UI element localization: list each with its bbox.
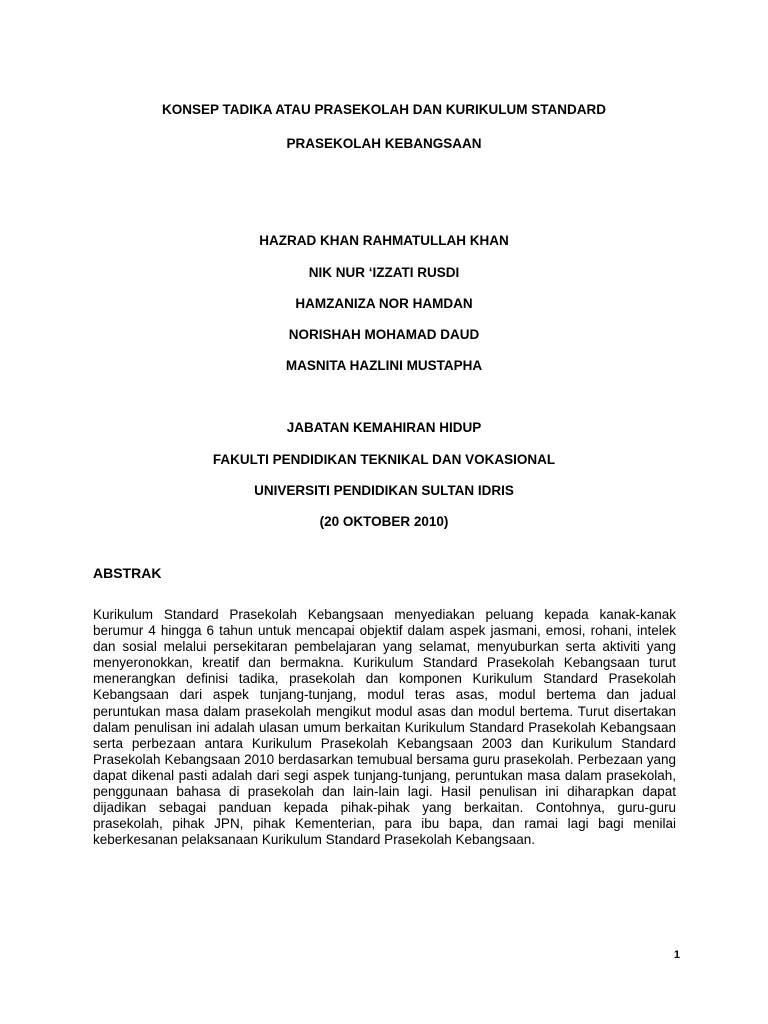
date: (20 OKTOBER 2010) bbox=[319, 514, 449, 529]
author-1: HAZRAD KHAN RAHMATULLAH KHAN bbox=[259, 233, 509, 248]
university: UNIVERSITI PENDIDIKAN SULTAN IDRIS bbox=[254, 483, 514, 498]
title-line-2: PRASEKOLAH KEBANGSAAN bbox=[286, 136, 482, 151]
faculty: FAKULTI PENDIDIKAN TEKNIKAL DAN VOKASIONAL bbox=[212, 452, 556, 467]
author-4: NORISHAH MOHAMAD DAUD bbox=[288, 327, 480, 342]
page-number: 1 bbox=[673, 949, 680, 961]
department: JABATAN KEMAHIRAN HIDUP bbox=[286, 420, 482, 435]
abstract-body: Kurikulum Standard Prasekolah Kebangsaan menyediakan peluang kepada kanak-kanak berumur 4 hingga 6 tahun untuk mencapai objektif dalam aspek jasmani, emosi, rohani, intelek dan sosial melalui persekitaran pembelajaran yang selamat, menyuburkan serta aktiviti yang menyeronokkan, kreatif dan bermakna. Kurikulum Standard Prasekolah Kebangsaan turut menerangkan definisi tadika, prasekolah dan komponen Kurikulum Standard Prasekolah Kebangsaan dari aspek tunjang-tunjang, modul teras asas, modul bertema dan jadual peruntukan masa dalam prasekolah mengikut modul asas dan modul bertema. Turut disertakan dalam penulisan ini adalah ulasan umum berkaitan Kurikulum Standard Prasekolah Kebangsaan serta perbezaan antara Kurikulum Prasekolah Kebangsaan 2003 dan Kurikulum Standard Prasekolah Kebangsaan 2010 berdasarkan temubual bersama guru prasekolah. Perbezaan yang dapat dikenal pasti adalah dari segi aspek tunjang-tunjang, peruntukan masa dalam prasekolah, penggunaan bahasa di prasekolah dan lain-lain lagi. Hasil penulisan ini diharapkan dapat dijadikan sebagai panduan kepada pihak-pihak yang berkaitan. Contohnya, guru-guru prasekolah, pihak JPN, pihak Kementerian, para ibu bapa, dan ramai lagi bagi menilai keberkesanan pelaksanaan Kurikulum Standard Prasekolah Kebangsaan. bbox=[93, 607, 676, 848]
title-line-1: KONSEP TADIKA ATAU PRASEKOLAH DAN KURIKULUM STANDARD bbox=[162, 102, 606, 117]
abstract-heading: ABSTRAK bbox=[93, 565, 162, 581]
author-5: MASNITA HAZLINI MUSTAPHA bbox=[285, 358, 483, 373]
author-3: HAMZANIZA NOR HAMDAN bbox=[295, 296, 473, 311]
author-2: NIK NUR ‘IZZATI RUSDI bbox=[308, 265, 460, 280]
